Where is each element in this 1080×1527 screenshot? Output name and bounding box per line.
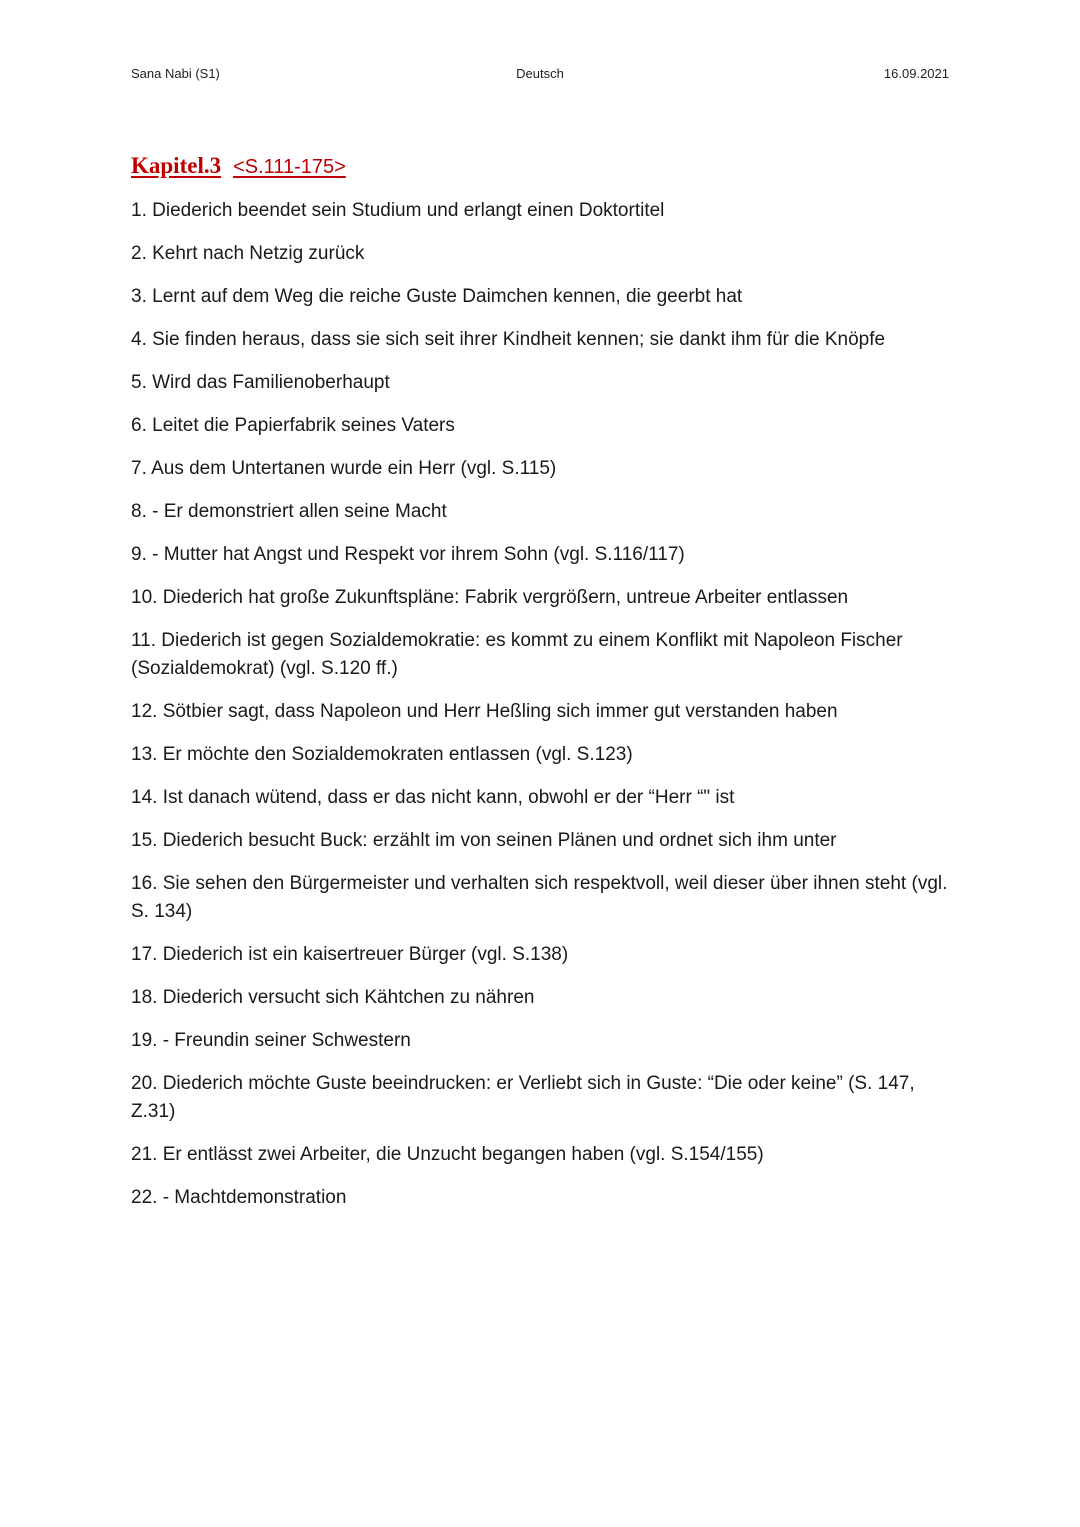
list-item: 22. - Machtdemonstration: [131, 1187, 347, 1208]
list-item: 12. Sötbier sagt, dass Napoleon und Herr Heßling sich immer gut verstanden haben: [131, 701, 838, 722]
header-date: 16.09.2021: [883, 66, 949, 81]
list-item: 14. Ist danach wütend, dass er das nicht kann, obwohl er der “Herr “" ist: [131, 787, 735, 808]
list-item: 18. Diederich versucht sich Kähtchen zu nähren: [131, 987, 535, 1008]
list-item: 16. Sie sehen den Bürgermeister und verhalten sich respektvoll, weil dieser über ihnen steht (vgl. S. 134): [131, 873, 948, 922]
header-subject: Deutsch: [516, 66, 564, 81]
list-item: 2. Kehrt nach Netzig zurück: [131, 243, 365, 264]
chapter-heading: [131, 150, 346, 182]
list-item: 6. Leitet die Papierfabrik seines Vaters: [131, 415, 455, 436]
list-item: 8. - Er demonstriert allen seine Macht: [131, 501, 447, 522]
summary-list: [131, 197, 953, 1227]
list-item: 3. Lernt auf dem Weg die reiche Guste Daimchen kennen, die geerbt hat: [131, 286, 743, 307]
list-item: 5. Wird das Familienoberhaupt: [131, 372, 390, 393]
list-item: 13. Er möchte den Sozialdemokraten entlassen (vgl. S.123): [131, 744, 633, 765]
list-item: 20. Diederich möchte Guste beeindrucken: er Verliebt sich in Guste: “Die oder keine” (S. 147, Z.31): [131, 1073, 915, 1122]
page-header: [131, 66, 949, 84]
list-item: 11. Diederich ist gegen Sozialdemokratie: es kommt zu einem Konflikt mit Napoleon Fischer (Sozialdemokrat) (vgl. S.120 ff.): [131, 630, 903, 679]
chapter-title: Kapitel.3: [131, 153, 222, 178]
chapter-page-range: <S.111-175>: [233, 156, 346, 178]
list-item: 1. Diederich beendet sein Studium und erlangt einen Doktortitel: [131, 200, 665, 221]
list-item: 19. - Freundin seiner Schwestern: [131, 1030, 411, 1051]
list-item: 10. Diederich hat große Zukunftspläne: Fabrik vergrößern, untreue Arbeiter entlassen: [131, 587, 849, 608]
list-item: 17. Diederich ist ein kaisertreuer Bürger (vgl. S.138): [131, 944, 569, 965]
list-item: 7. Aus dem Untertanen wurde ein Herr (vgl. S.115): [131, 458, 557, 479]
list-item: 15. Diederich besucht Buck: erzählt im von seinen Plänen und ordnet sich ihm unter: [131, 830, 837, 851]
list-item: 9. - Mutter hat Angst und Respekt vor ihrem Sohn (vgl. S.116/117): [131, 544, 685, 565]
header-author: Sana Nabi (S1): [131, 66, 220, 81]
list-item: 4. Sie finden heraus, dass sie sich seit ihrer Kindheit kennen; sie dankt ihm für die Knöpfe: [131, 329, 886, 350]
list-item: 21. Er entlässt zwei Arbeiter, die Unzucht begangen haben (vgl. S.154/155): [131, 1144, 764, 1165]
